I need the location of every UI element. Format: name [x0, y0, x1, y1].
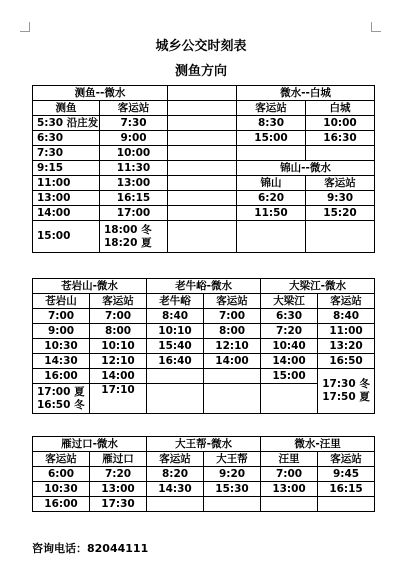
- table-ceyu: [32, 85, 375, 253]
- empty-cell: [147, 369, 204, 384]
- time-winter: 16:50 冬: [37, 398, 85, 411]
- column-header: 客运站: [318, 452, 375, 467]
- time-cell: 10:40: [261, 339, 318, 354]
- time-cell: 6:00: [33, 467, 90, 482]
- time-cell: 15:20: [306, 206, 375, 221]
- column-header: 汪里: [261, 452, 318, 467]
- time-cell: 7:20: [261, 324, 318, 339]
- time-cell: 15:00: [237, 131, 306, 146]
- time-summer: 17:00 夏: [37, 385, 85, 398]
- route-header-daliangjiang: 大梁江-微水: [261, 279, 375, 294]
- empty-cell: [168, 101, 237, 116]
- time-cell: 14:00: [261, 354, 318, 369]
- empty-cell: [168, 206, 237, 221]
- time-cell: 7:00: [90, 309, 147, 324]
- time-winter: 18:00 冬: [104, 223, 152, 236]
- time-summer: 17:50 夏: [322, 391, 370, 403]
- time-cell: 11:00: [33, 176, 100, 191]
- corner-mark-right: [371, 22, 381, 32]
- time-cell: 8:00: [90, 324, 147, 339]
- empty-cell: [168, 191, 237, 206]
- empty-cell: [261, 384, 318, 414]
- route-header-laoniuyu: 老牛峪-微水: [147, 279, 261, 294]
- time-cell: 10:30: [33, 482, 90, 497]
- route-header-wangli: 微水-汪里: [261, 437, 375, 452]
- time-cell: 16:40: [147, 354, 204, 369]
- time-cell: 9:20: [204, 467, 261, 482]
- table-mountain-routes: [32, 278, 375, 414]
- time-cell: 9:45: [318, 467, 375, 482]
- page-subtitle: 测鱼方向: [174, 64, 227, 79]
- time-cell: 7:30: [33, 146, 100, 161]
- time-cell: 6:20: [237, 191, 306, 206]
- route-header-yanguokou: 雁过口-微水: [33, 437, 147, 452]
- time-cell: 5:30 沿庄发: [33, 116, 100, 131]
- time-cell: 8:30: [237, 116, 306, 131]
- time-cell: 16:00: [33, 369, 90, 384]
- empty-cell: [204, 369, 261, 384]
- column-header: 苍岩山: [33, 294, 90, 309]
- time-cell: 16:15: [318, 482, 375, 497]
- column-header: 白城: [306, 101, 375, 116]
- column-header: 客运站: [90, 294, 147, 309]
- column-header: 大王帮: [204, 452, 261, 467]
- column-header: 客运站: [237, 101, 306, 116]
- column-header: 测鱼: [33, 101, 100, 116]
- time-cell: 7:20: [90, 467, 147, 482]
- route-header-dawangbang: 大王帮-微水: [147, 437, 261, 452]
- empty-cell: [168, 176, 237, 191]
- time-cell: 13:20: [318, 339, 375, 354]
- time-cell: 17:00: [100, 206, 168, 221]
- route-header-jinshan-weishui: 锦山--微水: [237, 161, 375, 176]
- empty-cell: [237, 146, 306, 161]
- time-cell: 10:00: [100, 146, 168, 161]
- route-header-cangyanshan: 苍岩山-微水: [33, 279, 147, 294]
- empty-cell: [168, 131, 237, 146]
- empty-cell: [204, 384, 261, 414]
- time-cell: 10:10: [147, 324, 204, 339]
- time-cell: 11:30: [100, 161, 168, 176]
- time-cell: 13:00: [33, 191, 100, 206]
- time-cell: 16:00: [33, 497, 90, 512]
- time-cell: 17:30: [90, 497, 147, 512]
- time-cell: 16:30: [306, 131, 375, 146]
- page-title: 城乡公交时刻表: [155, 39, 247, 54]
- time-cell: 9:00: [33, 324, 90, 339]
- corner-mark-left: [20, 22, 30, 32]
- column-header: 客运站: [100, 101, 168, 116]
- time-cell: 9:30: [306, 191, 375, 206]
- time-cell: 12:10: [204, 339, 261, 354]
- time-cell: 8:00: [204, 324, 261, 339]
- time-cell: 7:00: [204, 309, 261, 324]
- empty-cell: [168, 161, 237, 176]
- time-cell: 12:10: [90, 354, 147, 369]
- time-cell: 17:10: [90, 384, 147, 414]
- time-cell: 11:00: [318, 324, 375, 339]
- empty-cell: [318, 497, 375, 512]
- time-cell: 14:00: [204, 354, 261, 369]
- time-cell: 14:30: [33, 354, 90, 369]
- time-cell: 13:00: [90, 482, 147, 497]
- time-summer: 18:20 夏: [104, 236, 152, 249]
- column-header: 客运站: [33, 452, 90, 467]
- time-cell: 14:00: [33, 206, 100, 221]
- route-header-weishui-baicheng: 微水--白城: [237, 86, 375, 101]
- time-cell-seasonal: [33, 384, 90, 414]
- column-header: 客运站: [306, 176, 375, 191]
- time-cell: 11:50: [237, 206, 306, 221]
- column-header: 雁过口: [90, 452, 147, 467]
- time-cell: 16:50: [318, 354, 375, 369]
- time-cell: 6:30: [261, 309, 318, 324]
- time-cell: 15:00: [33, 221, 100, 253]
- route-header-ceyu-weishui: 测鱼--微水: [33, 86, 168, 101]
- time-cell: 13:00: [100, 176, 168, 191]
- column-header: 大梁江: [261, 294, 318, 309]
- column-header: 客运站: [318, 294, 375, 309]
- table-village-routes: [32, 436, 375, 512]
- column-header: 客运站: [147, 452, 204, 467]
- time-cell: 15:30: [204, 482, 261, 497]
- time-cell: 8:20: [147, 467, 204, 482]
- time-cell-seasonal: [100, 221, 168, 253]
- column-header: 客运站: [204, 294, 261, 309]
- time-cell: 8:40: [318, 309, 375, 324]
- time-cell: 13:00: [261, 482, 318, 497]
- column-header: 锦山: [237, 176, 306, 191]
- time-cell: 7:30: [100, 116, 168, 131]
- time-cell: 9:00: [100, 131, 168, 146]
- empty-cell: [168, 86, 237, 101]
- time-cell: 14:30: [147, 482, 204, 497]
- time-cell: 15:40: [147, 339, 204, 354]
- time-cell: 10:10: [90, 339, 147, 354]
- time-cell: 15:00: [261, 369, 318, 384]
- empty-cell: [168, 146, 237, 161]
- time-cell: 7:00: [261, 467, 318, 482]
- empty-cell: [237, 221, 306, 253]
- time-cell-seasonal: [318, 369, 375, 414]
- empty-cell: [204, 497, 261, 512]
- empty-cell: [306, 146, 375, 161]
- time-cell: 9:15: [33, 161, 100, 176]
- time-cell: 8:40: [147, 309, 204, 324]
- time-cell: 10:00: [306, 116, 375, 131]
- empty-cell: [306, 221, 375, 253]
- contact-phone: 咨询电话：82044111: [32, 542, 149, 555]
- time-cell: 16:15: [100, 191, 168, 206]
- column-header: 老牛峪: [147, 294, 204, 309]
- time-cell: 14:00: [90, 369, 147, 384]
- time-cell: 10:30: [33, 339, 90, 354]
- empty-cell: [147, 497, 204, 512]
- time-cell: 6:30: [33, 131, 100, 146]
- empty-cell: [261, 497, 318, 512]
- empty-cell: [147, 384, 204, 414]
- time-winter: 17:30 冬: [322, 378, 370, 390]
- time-cell: 7:00: [33, 309, 90, 324]
- empty-cell: [168, 221, 237, 253]
- empty-cell: [168, 116, 237, 131]
